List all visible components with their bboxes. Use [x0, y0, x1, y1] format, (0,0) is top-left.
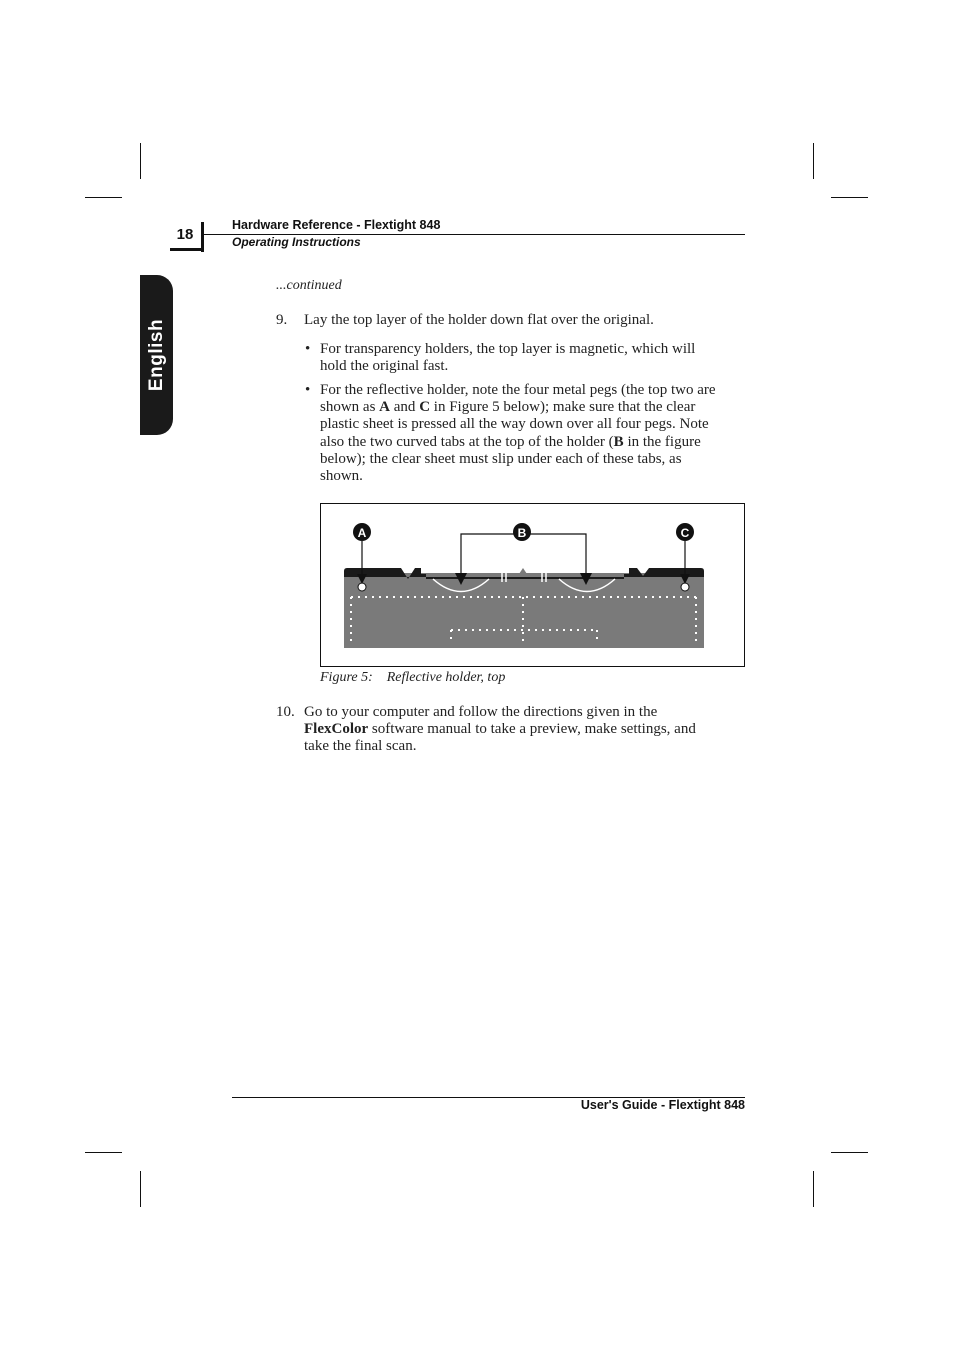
crop-mark — [813, 143, 814, 179]
bullet-marker: • — [305, 341, 311, 357]
page-number-bracket — [170, 248, 204, 251]
crop-mark — [140, 143, 141, 179]
step-10-text: Go to your computer and follow the directions given in the FlexColor software manual to take a preview, make settings, and take the final scan. — [304, 704, 696, 754]
step-9-text: Lay the top layer of the holder down flat over the original. — [304, 312, 654, 328]
header-subtitle: Operating Instructions — [232, 235, 361, 249]
label-b: B — [517, 526, 527, 540]
step-10-number: 10. — [276, 704, 295, 720]
step-9-number: 9. — [276, 312, 288, 328]
holder-body — [344, 573, 704, 648]
peg-c — [681, 583, 689, 591]
crop-mark — [85, 197, 122, 198]
label-c: C — [680, 526, 690, 540]
footer-text: User's Guide - Flextight 848 — [580, 1098, 745, 1112]
figure-reflective-holder — [320, 503, 745, 667]
bullet-transparency: For transparency holders, the top layer is magnetic, which will hold the original fast. — [320, 341, 696, 375]
crop-mark — [813, 1171, 814, 1207]
page-number: 18 — [176, 226, 194, 243]
figure-caption: Figure 5: Reflective holder, top — [320, 670, 506, 685]
crop-mark — [831, 1152, 868, 1153]
crop-mark — [85, 1152, 122, 1153]
continued-note: ...continued — [276, 278, 342, 293]
peg-a — [358, 583, 366, 591]
holder-center-notch — [519, 568, 527, 574]
reflective-holder-diagram — [321, 504, 744, 666]
bullet-marker: • — [305, 382, 311, 398]
crop-mark — [140, 1171, 141, 1207]
language-tab — [140, 275, 173, 435]
bullet-reflective: For the reflective holder, note the four metal pegs (the top two are shown as A and C in Figure 5 below); make sure that the clear plastic sheet is pressed all the way down over all four pegs. Note also the two curved tabs at the top of the holder (B in the figure below); the clear sheet must slip under each of these tabs, as shown. — [320, 382, 716, 485]
header-title: Hardware Reference - Flextight 848 — [232, 218, 441, 232]
language-tab-label: English — [145, 318, 167, 392]
label-a: A — [357, 526, 367, 540]
crop-mark — [831, 197, 868, 198]
